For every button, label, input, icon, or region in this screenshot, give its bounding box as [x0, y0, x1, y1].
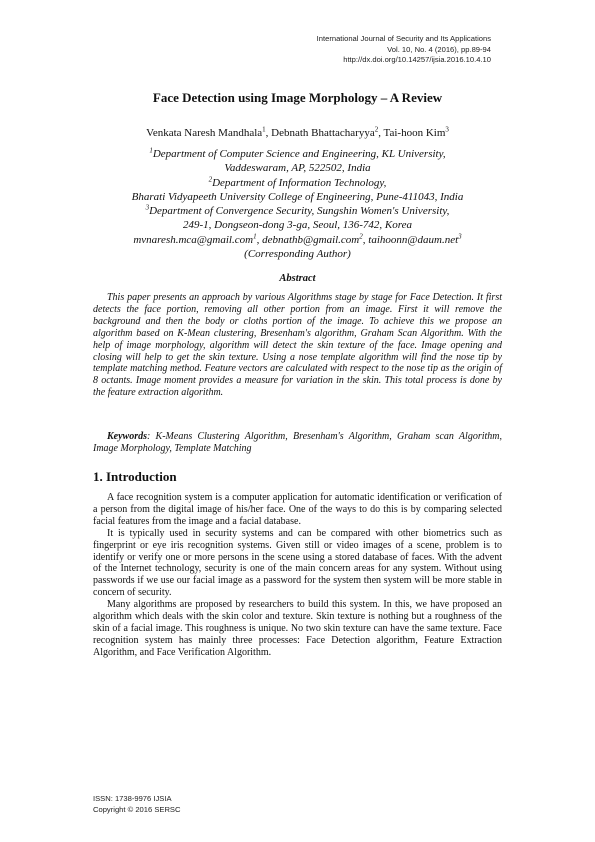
journal-doi[interactable]: http://dx.doi.org/10.14257/ijsia.2016.10.4.10 [343, 55, 491, 64]
paragraph: It is typically used in security systems and can be compared with other biometrics such as fingerprint or eye iris recognition systems. Given still or video images of a scene, problem is to identify or verify one or more persons in the scene using a stored database of faces. With the advent of the Internet technology, security is one of the main concern areas for any system. Without using passwords if we use our facial image as a password for the system then system will be more stable in concern of security. [93, 527, 502, 599]
email-link[interactable]: , debnathb@gmail.com [256, 233, 360, 246]
email-link[interactable]: mvnaresh.mca@gmail.com [133, 233, 254, 246]
affiliation-marker: 1 [149, 146, 153, 155]
section-heading-introduction: 1. Introduction [93, 469, 177, 484]
author-separator: , [265, 127, 272, 139]
author-affiliation-marker: 3 [445, 125, 449, 134]
author-affiliation-marker: 2 [374, 125, 379, 134]
affiliation-3 [60, 204, 535, 218]
abstract-heading: Abstract [279, 273, 316, 284]
paragraph: A face recognition system is a computer application for automatic identification or verification of a person from the digital image of his/her face. One of the ways to do this is by comparing selected facial features from the image and a facial database. [93, 492, 502, 527]
affiliation-marker: 3 [145, 203, 150, 212]
paragraph: Many algorithms are proposed by researchers to build this system. In this, we have proposed an algorithm which deals with the skin color and texture. Skin texture is nothing but a roughness of the skin of a facial image. This roughness is unique. No two skin texture can have the same texture. Face recognition system has mainly three processes: Face Detection algorithm, Feature Extraction Algorithm, and Face Verification Algorithm. [93, 599, 502, 658]
author-affiliation-marker: 1 [262, 125, 266, 134]
journal-header [317, 34, 491, 66]
author-separator: , [378, 127, 384, 139]
author-list [0, 127, 595, 139]
keywords-text: : K-Means Clustering Algorithm, Bresenham's Algorithm, Graham scan Algorithm, Image Morphology, Template Matching [93, 431, 502, 454]
affiliation-1-address: Vaddeswaram, AP, 522502, India [224, 162, 371, 175]
affiliation-2-address: Bharati Vidyapeeth University College of Engineering, Pune-411043, India [131, 190, 464, 203]
affiliation-2 [60, 176, 535, 190]
paper-title: Face Detection using Image Morphology – A Review [152, 90, 443, 105]
issn: ISSN: 1738-9976 IJSIA [93, 794, 172, 803]
page-footer [93, 794, 180, 815]
email-marker: 2 [359, 232, 363, 241]
corresponding-author-note: (Corresponding Author) [244, 248, 351, 261]
journal-name: International Journal of Security and Its Applications [316, 34, 491, 43]
affiliation-marker: 2 [208, 174, 213, 183]
keywords [93, 431, 502, 455]
affiliation-text: Department of Information Technology, [212, 176, 387, 189]
author-name: Debnath Bhattacharyya [271, 127, 375, 139]
email-marker: 1 [253, 232, 257, 241]
journal-volume: Vol. 10, No. 4 (2016), pp.89-94 [387, 44, 491, 54]
affiliation-3-address: 249-1, Dongseon-dong 3-ga, Seoul, 136-742, Korea [182, 219, 413, 232]
abstract-text: This paper presents an approach by various Algorithms stage by stage for Face Detection. It first detects the face portion, removing all other portion from an image. First it will remove the background and then the body or cloths portion of the image. To achieve this we propose an algorithm based on K-Mean clustering, Bresenham's algorithm, Graham Scan Algorithm. With the help of image morphology, algorithm will detect the skin texture of the face. Image opening and closing will help to get the skin texture. Using a nose template algorithm will find the nose tip by template matching method. Feature vectors are calculated with respect to the nose tip as the origin of 8 octants. Image moment provides a measure for variation in the skin. This total process is done by the feature extraction algorithm. [93, 292, 502, 399]
affiliations [60, 147, 535, 261]
affiliation-text: Department of Computer Science and Engineering, KL University, [152, 148, 446, 160]
author-name: Tai-hoon Kim [383, 127, 446, 139]
copyright: Copyright © 2016 SERSC [93, 804, 181, 814]
author-emails [60, 233, 535, 247]
introduction-body [93, 492, 502, 659]
keywords-label: Keywords [107, 431, 147, 442]
affiliation-text: Department of Convergence Security, Sungshin Women's University, [149, 205, 450, 218]
email-marker: 3 [458, 232, 462, 241]
author-name: Venkata Naresh Mandhala [146, 127, 263, 139]
email-link[interactable]: , taihoonn@daum.net [362, 233, 459, 246]
affiliation-1 [60, 147, 535, 161]
